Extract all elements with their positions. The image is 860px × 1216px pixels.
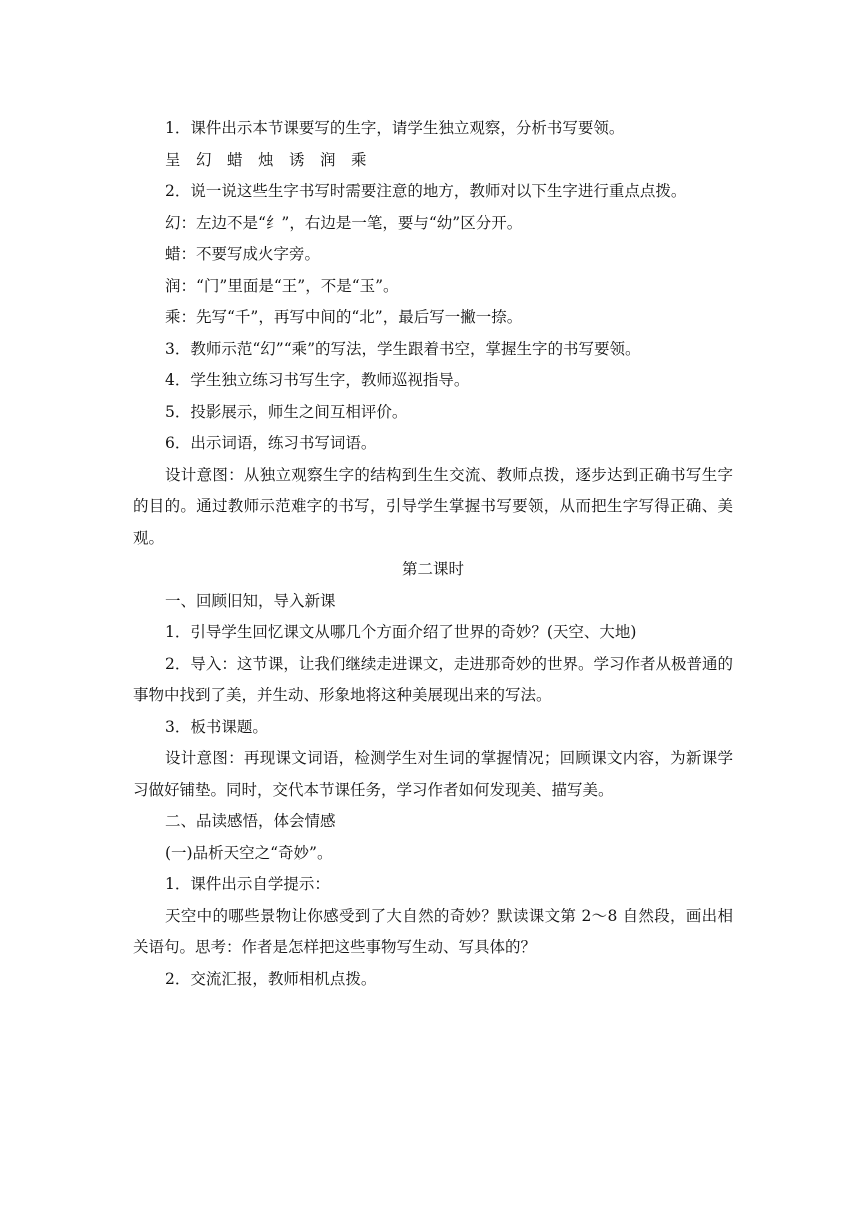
step-2-discuss: 2．说一说这些生字书写时需要注意的地方，教师对以下生字进行重点点拨。 [165,182,687,200]
document-body [133,113,733,995]
lesson-title: 第二课时 [401,560,464,578]
design-intent-2: 设计意图：再现课文词语，检测学生对生词的掌握情况；回顾课文内容，为新课学习做好铺垫。同时，交代本节课任务，学习作者如何发现美、描写美。 [133,749,733,799]
step-5-evaluate: 5．投影展示，师生之间互相评价。 [165,402,408,421]
note-huan: 幻：左边不是“纟”，右边是一笔，要与“幼”区分开。 [165,213,523,232]
note-la: 蜡：不要写成火字旁。 [165,245,321,263]
section-heading-reading: 二、品读感悟，体会情感 [165,812,336,830]
review-item-2: 2．导入：这节课，让我们继续走进课文，走进那奇妙的世界。学习作者从极普通的事物中找到了美，并生动、形象地将这种美展现出来的写法。 [133,654,733,704]
step-1-observe: 1．课件出示本节课要写的生字，请学生独立观察，分析书写要领。 [165,119,625,137]
review-item-3: 3．板书课题。 [165,717,268,736]
review-item-1: 1．引导学生回忆课文从哪几个方面介绍了世界的奇妙？(天空、大地) [165,623,637,641]
new-characters-list: 呈 幻 蜡 烛 诱 润 乘 [165,150,367,169]
step-3-demonstrate: 3．教师示范“幻”“乘”的写法，学生跟着书空，掌握生字的书写要领。 [165,339,641,358]
sky-item-1: 1．课件出示自学提示： [165,875,330,893]
note-run: 润：“门”里面是“王”，不是“玉”。 [165,276,399,295]
subsection-sky: (一)品析天空之“奇妙”。 [165,843,333,862]
step-4-practice: 4．学生独立练习书写生字，教师巡视指导。 [165,371,470,389]
self-study-prompt: 天空中的哪些景物让你感受到了大自然的奇妙？默读课文第 2～8 自然段，画出相关语句。思考：作者是怎样把这些事物写生动、写具体的？ [133,906,733,956]
design-intent-1: 设计意图：从独立观察生字的结构到生生交流、教师点拨，逐步达到正确书写生字的目的。通过教师示范难字的书写，引导学生掌握书写要领，从而把生字写得正确、美观。 [133,465,733,547]
sky-item-2: 2．交流汇报，教师相机点拨。 [165,969,377,988]
note-cheng: 乘：先写“千”，再写中间的“北”，最后写一撇一捺。 [165,308,523,326]
step-6-words: 6．出示词语，练习书写词语。 [165,434,377,452]
section-heading-review: 一、回顾旧知，导入新课 [165,591,336,610]
